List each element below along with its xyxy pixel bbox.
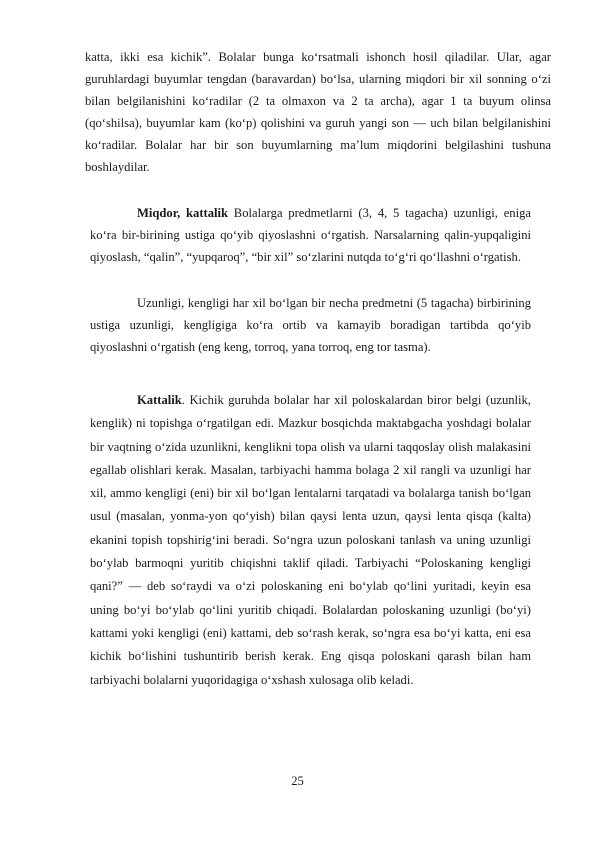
paragraph-text: Bolalarga predmetlarni (3, 4, 5 tagacha) uzunligi, eniga ko‘ra bir-birining ustiga qo‘yib qiyoslashni o‘rgatish. Narsalarning qalin-yupqaligini qiyoslash, “qalin”, “yupqaroq”, “bir xil” so‘zlarini nutqda to‘g‘ri qo‘llashni o‘rgatish. xyxy=(90,206,531,265)
paragraph-heading: Miqdor, kattalik xyxy=(137,206,229,220)
paragraph-uzunligi xyxy=(90,292,531,359)
paragraph-intro xyxy=(85,46,551,178)
paragraph-text: katta, ikki esa kichik”. Bolalar bunga ko‘rsatmali ishonch hosil qiladilar. Ular, agar guruhlardagi buyumlar tengdan (baravardan) bo‘lsa, ularning miqdori bir xil sonning o‘zi bilan belgilanishini ko‘radilar (2 ta olmaxon va 2 ta archa), agar 1 ta buyum olinsa (qo‘shilsa), buyumlar kam (ko‘p) qolishini va guruh yangi son — uch bilan belgilanishini ko‘radilar. Bolalar har bir son buyumlarning ma’lum miqdorini belgilashini tushuna boshlaydilar. xyxy=(85,50,551,174)
paragraph-text: Uzunligi, kengligi har xil bo‘lgan bir necha predmetni (5 tagacha) birbirining ustiga uzunligi, kengligiga ko‘ra ortib va kamayib boradigan tartibda qo‘yib qiyoslashni o‘rgatish (eng keng, torroq, yana torroq, eng tor tasma). xyxy=(90,296,531,355)
paragraph-heading: Kattalik xyxy=(137,393,182,407)
paragraph-miqdor-kattalik xyxy=(90,202,531,269)
page-number: 25 xyxy=(291,774,304,788)
paragraph-text: . Kichik guruhda bolalar har xil poloskalardan biror belgi (uzunlik, kenglik) ni topishga o‘rgatilgan edi. Mazkur bosqichda maktabgacha yoshdagi bolalar bir vaqtning o‘zida uzunlikni, kenglikni topa olish va ularni taqqoslay olish malakasini egallab olishlari kerak. Masalan, tarbiyachi hamma bolaga 2 xil rangli va uzunligi har xil, ammo kengligi (eni) bir xil bo‘lgan lentalarni tarqatadi va bolalarga tanish bo‘lgan usul (masalan, yonma-yon qo‘yish) bilan qaysi lenta uzun, qaysi lenta qisqa (kalta) ekanini topish topshirig‘ini beradi. So‘ngra uzun poloskani tanlash va uning uzunligi bo‘ylab barmoqni yuritib chiqishni taklif qiladi. Tarbiyachi “Poloskaning kengligi qani?” — deb so‘raydi va o‘zi poloskaning eni bo‘ylab qo‘lini yuritadi, keyin esa uning bo‘yi bo‘ylab qo‘lini yuritib chiqadi. Bolalardan poloskaning uzunligi (bo‘yi) kattami yoki kengligi (eni) kattami, deb so‘rash kerak, so‘ngra esa bo‘yi katta, eni esa kichik bo‘lishini tushuntirib berish kerak. Eng qisqa poloskani qarash bilan ham tarbiyachi bolalarni yuqoridagiga o‘xshash xulosaga olib keladi. xyxy=(90,393,531,687)
paragraph-kattalik xyxy=(90,389,531,692)
